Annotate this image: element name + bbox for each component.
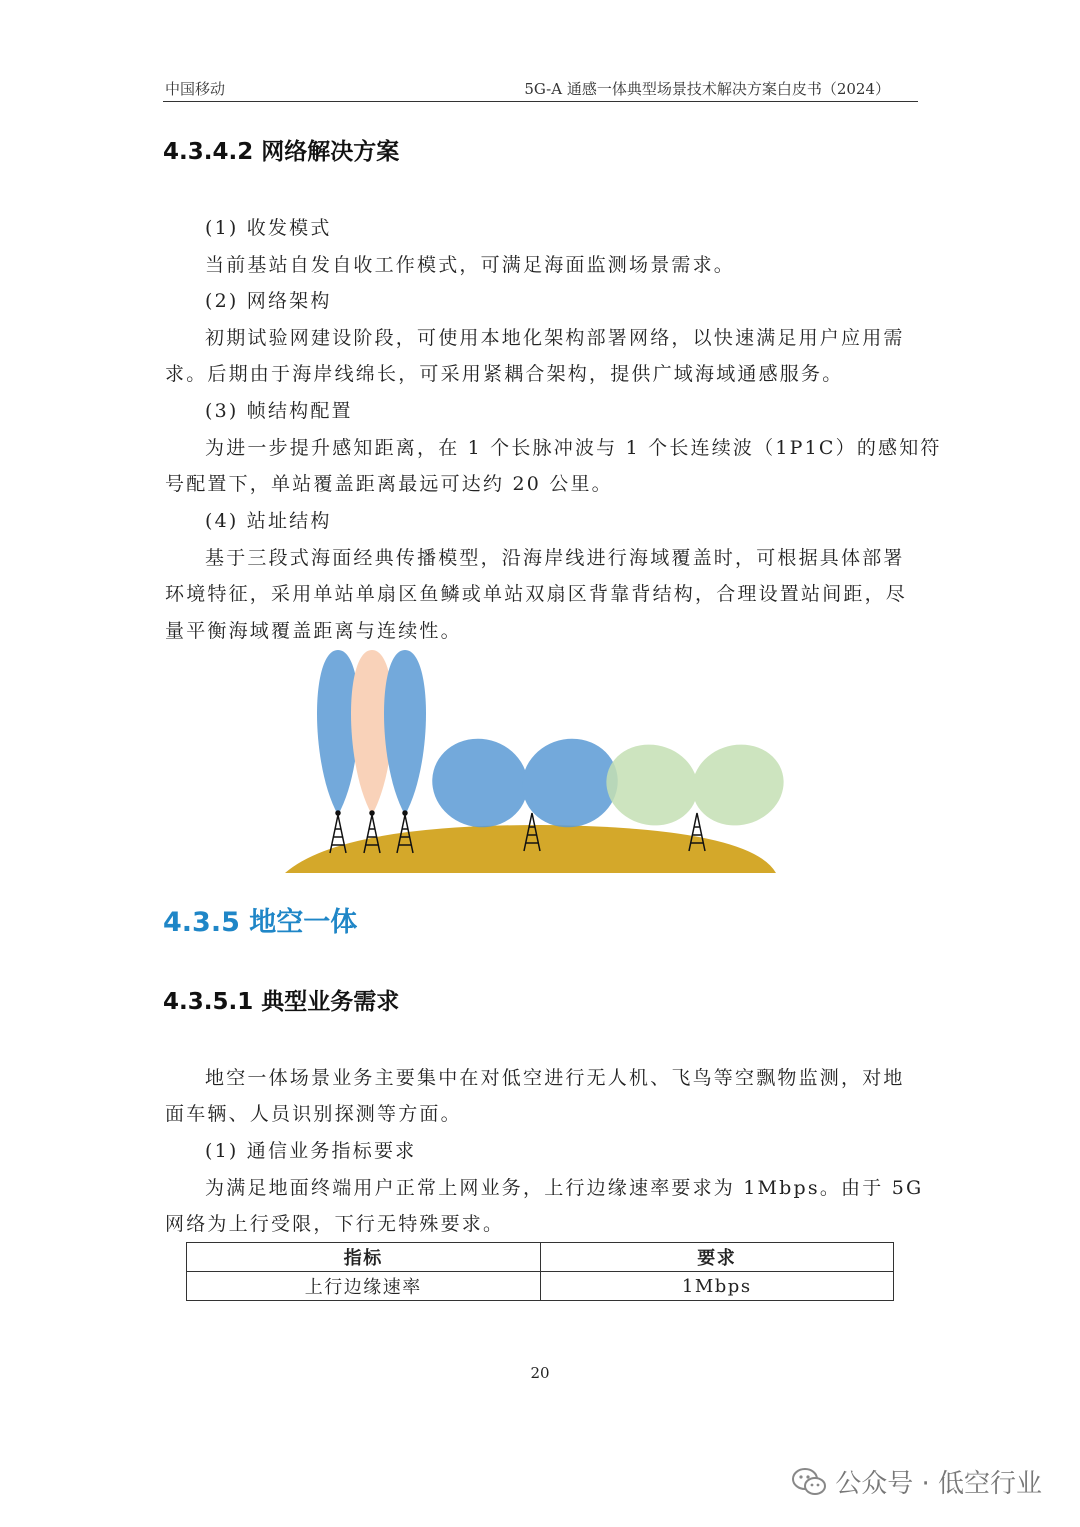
item-heading-3: (3) 帧结构配置 — [205, 400, 353, 422]
beam-sector-green-left — [597, 734, 707, 835]
paragraph-line: 当前基站自发自收工作模式，可满足海面监测场景需求。 — [205, 254, 736, 276]
coastline-ground — [285, 825, 776, 873]
paragraph-line: 号配置下，单站覆盖距离最远可达约 20 公里。 — [165, 473, 613, 495]
item-heading-2: (2) 网络架构 — [205, 290, 332, 312]
paragraph-line: 为进一步提升感知距离，在 1 个长脉冲波与 1 个长连续波（1P1C）的感知符 — [205, 437, 942, 459]
watermark — [791, 1463, 1042, 1500]
beam-sector-blue-left — [422, 728, 538, 838]
item-heading-1: (1) 收发模式 — [205, 217, 332, 239]
paragraph-line: 网络为上行受限，下行无特殊要求。 — [165, 1213, 505, 1235]
paragraph-line: 量平衡海域覆盖距离与连续性。 — [165, 620, 462, 642]
requirements-table — [186, 1242, 894, 1301]
table-header-cell: 要求 — [540, 1243, 894, 1272]
page-number: 20 — [530, 1364, 550, 1382]
section-title-4351: 4.3.5.1 典型业务需求 — [163, 989, 400, 1015]
watermark-text: 公众号 · 低空行业 — [835, 1469, 1042, 1499]
table-cell: 上行边缘速率 — [187, 1272, 541, 1301]
paragraph-line: 基于三段式海面经典传播模型，沿海岸线进行海域覆盖时，可根据具体部署 — [205, 547, 905, 569]
beam-tall-right — [384, 650, 426, 815]
section-title-435: 4.3.5 地空一体 — [163, 907, 358, 938]
table-row — [187, 1272, 894, 1301]
table-header-cell: 指标 — [187, 1243, 541, 1272]
paragraph-line: 环境特征，采用单站单扇区鱼鳞或单站双扇区背靠背结构，合理设置站间距，尽 — [165, 583, 908, 605]
table-cell: 1Mbps — [540, 1272, 894, 1301]
header-doc-title: 5G-A 通感一体典型场景技术解决方案白皮书（2024） — [524, 80, 890, 98]
paragraph-line: 地空一体场景业务主要集中在对低空进行无人机、飞鸟等空飘物监测，对地 — [205, 1067, 905, 1089]
section-title-4342: 4.3.4.2 网络解决方案 — [163, 139, 400, 165]
table-header-row — [187, 1243, 894, 1272]
paragraph-line: 面车辆、人员识别探测等方面。 — [165, 1103, 462, 1125]
wechat-icon — [791, 1467, 827, 1497]
paragraph-line: 为满足地面终端用户正常上网业务，上行边缘速率要求为 1Mbps。由于 5G — [205, 1177, 924, 1199]
paragraph-line: 求。后期由于海岸线绵长，可采用紧耦合架构，提供广域海域通感服务。 — [165, 363, 844, 385]
item-heading-4: (4) 站址结构 — [205, 510, 332, 532]
item-heading-comm: (1) 通信业务指标要求 — [205, 1140, 417, 1162]
coverage-illustration — [280, 645, 790, 880]
header-org: 中国移动 — [165, 80, 226, 98]
paragraph-line: 初期试验网建设阶段，可使用本地化架构部署网络，以快速满足用户应用需 — [205, 327, 905, 349]
header-divider — [163, 101, 918, 102]
